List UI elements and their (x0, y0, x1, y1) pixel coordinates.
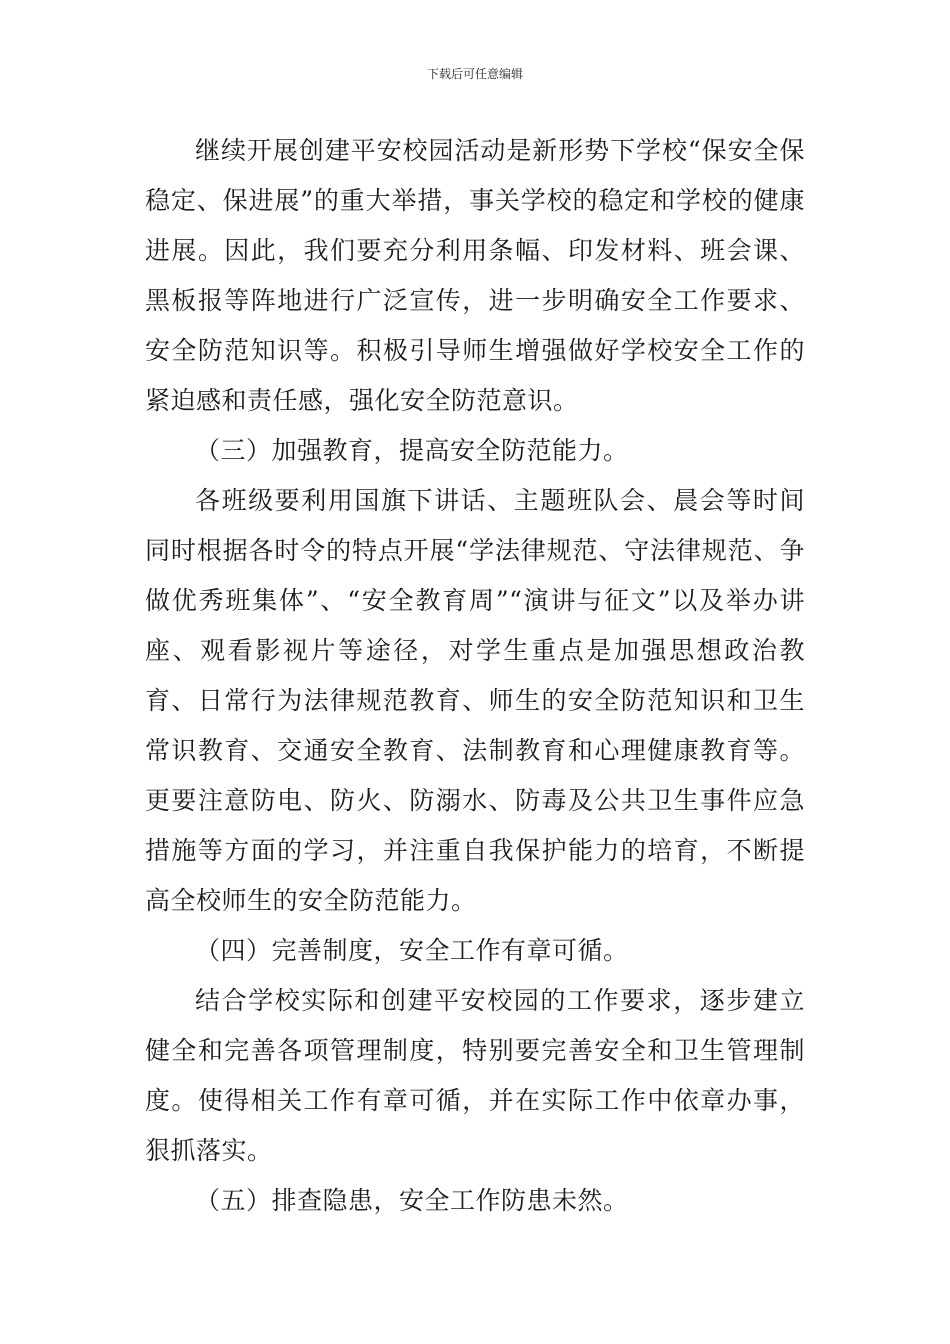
page-header-note: 下载后可任意编辑 (426, 67, 523, 81)
document-body (145, 126, 805, 1226)
section-heading-hazards: （五）排查隐患，安全工作防患未然。 (195, 1186, 629, 1215)
section-heading-education: （三）加强教育，提高安全防范能力。 (195, 436, 629, 465)
section-heading-regulations: （四）完善制度，安全工作有章可循。 (195, 936, 629, 965)
paragraph-publicity: 继续开展创建平安校园活动是新形势下学校“保安全保稳定、保进展”的重大举措，事关学校的稳定和学校的健康进展。因此，我们要充分利用条幅、印发材料、班会课、黑板报等阵地进行广泛宣传，进一步明确安全工作要求、安全防范知识等。积极引导师生增强做好学校安全工作的紧迫感和责任感，强化安全防范意识。 (145, 136, 805, 415)
paragraph-regulations: 结合学校实际和创建平安校园的工作要求，逐步建立健全和完善各项管理制度，特别要完善安全和卫生管理制度。使得相关工作有章可循，并在实际工作中依章办事，狠抓落实。 (145, 986, 805, 1165)
paragraph-education: 各班级要利用国旗下讲话、主题班队会、晨会等时间同时根据各时令的特点开展“学法律规范、守法律规范、争做优秀班集体”、“安全教育周”“演讲与征文”以及举办讲座、观看影视片等途径，对学生重点是加强思想政治教育、日常行为法律规范教育、师生的安全防范知识和卫生常识教育、交通安全教育、法制教育和心理健康教育等。更要注意防电、防火、防溺水、防毒及公共卫生事件应急措施等方面的学习，并注重自我保护能力的培育，不断提高全校师生的安全防范能力。 (145, 486, 805, 915)
